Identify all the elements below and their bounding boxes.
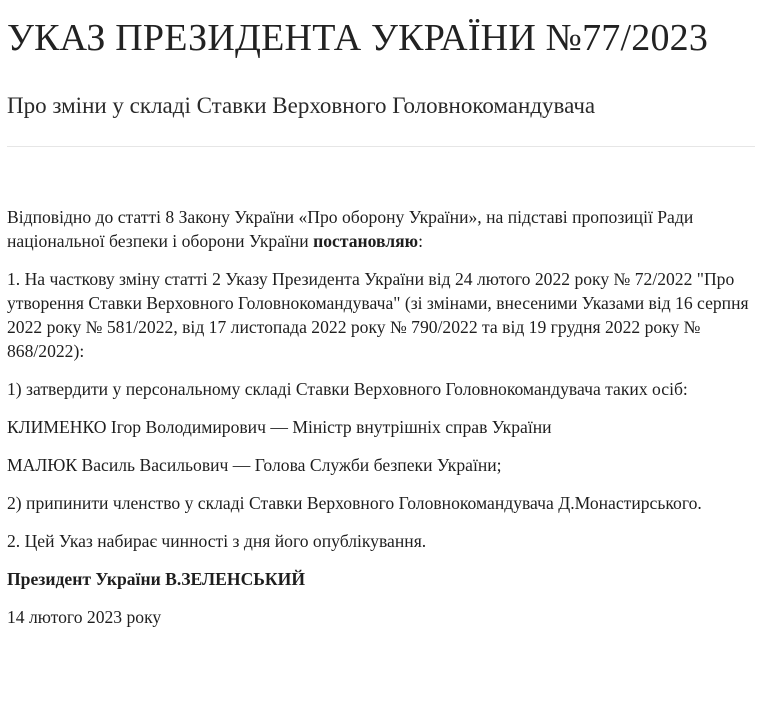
- paragraph-member-maliuk: МАЛЮК Василь Васильович — Голова Служби безпеки України;: [7, 455, 502, 475]
- decree-body: [7, 205, 752, 643]
- page-subtitle: Про зміни у складі Ставки Верховного Головнокомандувача: [7, 93, 596, 118]
- signature: Президент України В.ЗЕЛЕНСЬКИЙ: [7, 569, 306, 589]
- paragraph-approve: 1) затвердити у персональному складі Ставки Верховного Головнокомандувача таких осіб:: [7, 379, 688, 399]
- paragraph-article-1: 1. На часткову зміну статті 2 Указу Президента України від 24 лютого 2022 року № 72/2022 "Про утворення Ставки Верховного Головнокомандувача" (зі змінами, внесеними Указами від 16 серпня 2022 року № 581/2022, від 17 листопада 2022 року № 790/2022 та від 19 грудня 2022 року № 868/2022):: [7, 269, 749, 361]
- page-title: УКАЗ ПРЕЗИДЕНТА УКРАЇНИ №77/2023: [7, 17, 709, 59]
- paragraph-terminate: 2) припинити членство у складі Ставки Верховного Головнокомандувача Д.Монастирського.: [7, 493, 702, 513]
- preamble-end: :: [418, 231, 424, 251]
- preamble-text: Відповідно до статті 8 Закону України «Про оборону України», на підставі пропозиції Ради національної безпеки і оборони України: [7, 207, 694, 251]
- paragraph-article-2: 2. Цей Указ набирає чинності з дня його опублікування.: [7, 531, 427, 551]
- decree-date: 14 лютого 2023 року: [7, 607, 162, 627]
- paragraph-member-klymenko: КЛИМЕНКО Ігор Володимирович — Міністр внутрішніх справ України: [7, 417, 552, 437]
- preamble-emphasis: постановляю: [313, 231, 419, 251]
- preamble-paragraph: [7, 205, 752, 253]
- title-divider: [7, 146, 755, 147]
